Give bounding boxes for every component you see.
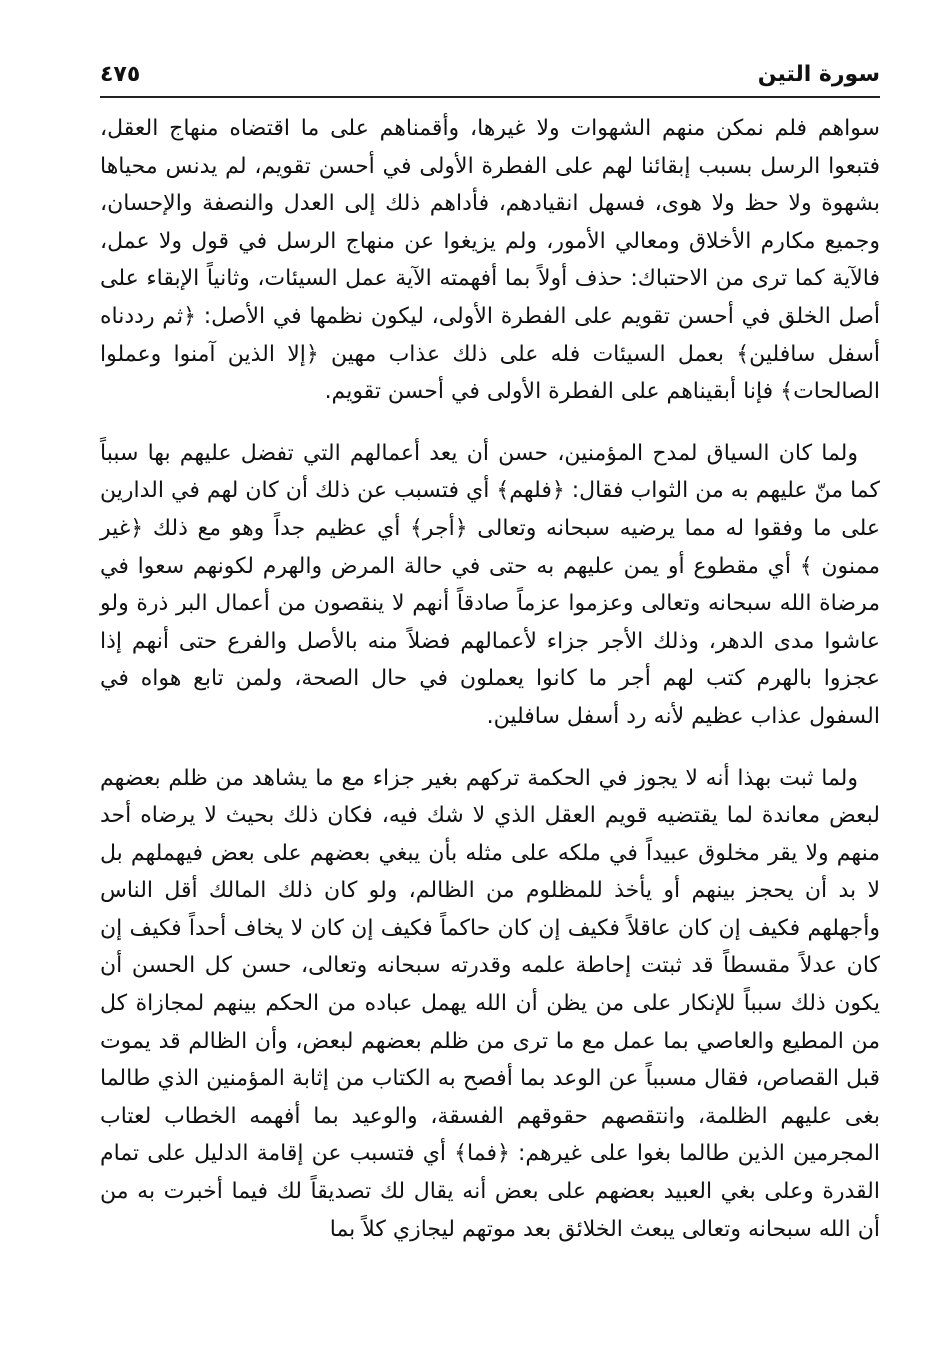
paragraph: سواهم فلم نمكن منهم الشهوات ولا غيرها، وأقمناهم على ما اقتضاه منهاج العقل، فتبعوا الرسل بسبب إبقائنا لهم على الفطرة الأولى في أحسن تقويم، لم يدنس محياها بشهوة ولا حظ ولا هوى، فسهل انقيادهم، فأداهم ذلك إلى العدل والنصفة والإحسان، وجميع مكارم الأخلاق ومعالي الأمور، ولم يزيغوا عن منهاج الرسل في قول ولا عمل، فالآية كما ترى من الاحتباك: حذف أولاً بما أفهمته الآية عمل السيئات، وثانياً الإبقاء على أصل الخلق في أحسن تقويم على الفطرة الأولى، ليكون نظمها في الأصل: ﴿ثم رددناه أسفل سافلين﴾ بعمل السيئات فله على ذلك عذاب مهين ﴿إلا الذين آمنوا وعملوا الصالحات﴾ فإنا أبقيناهم على الفطرة الأولى في أحسن تقويم. <box>100 116 880 405</box>
paragraph: ولما كان السياق لمدح المؤمنين، حسن أن يعد أعمالهم التي تفضل عليهم بها سبباً كما منّ عليهم به من الثواب فقال: ﴿فلهم﴾ أي فتسبب عن ذلك أن كان لهم في الدارين على ما وفقوا له مما يرضيه سبحانه وتعالى ﴿أجر﴾ أي عظيم جداً وهو مع ذلك ﴿غير ممنون ﴾ أي مقطوع أو يمن عليهم به حتى في حالة المرض والهرم لكونهم سعوا في مرضاة الله سبحانه وتعالى وعزموا عزماً صادقاً أنهم لا ينقصون من أعمال البر ذرة ولو عاشوا مدى الدهر، وذلك الأجر جزاء لأعمالهم فضلاً منه بالأصل والفرع حتى أنهم إذا عجزوا بالهرم كتب لهم أجر ما كانوا يعملون في حال الصحة، ولمن تابع هواه في السفول عذاب عظيم لأنه رد أسفل سافلين. <box>100 440 880 729</box>
page-header <box>100 58 880 98</box>
page-number: ٤٧٥ <box>100 62 141 87</box>
surah-title: سورة التين <box>757 62 880 87</box>
body-text <box>100 110 880 1248</box>
paragraph: ولما ثبت بهذا أنه لا يجوز في الحكمة تركهم بغير جزاء مع ما يشاهد من ظلم بعضهم لبعض معاندة لما يقتضيه قويم العقل الذي لا شك فيه، فكان ذلك بحيث لا يرضاه أحد منهم ولا يقر مخلوق عبيداً في ملكه على مثله بأن يبغي بعضهم على بعض فيهملهم بل لا بد أن يحجز بينهم أو يأخذ للمظلوم من الظالم، ولو كان ذلك المالك أقل الناس وأجهلهم فكيف إن كان عاقلاً فكيف إن كان حاكماً فكيف إن كان لا يخاف أحداً فكيف إن كان عدلاً مقسطاً قد ثبتت إحاطة علمه وقدرته سبحانه وتعالى، حسن كل الحسن أن يكون ذلك سبباً للإنكار على من يظن أن الله يهمل عباده من الحكم بينهم لمجازاة كل من المطيع والعاصي بما عمل مع ما ترى من ظلم بعضهم لبعض، وأن الظالم قد يموت قبل القصاص، فقال مسبباً عن الوعد بما أفصح به الكتاب من إثابة المؤمنين الذي طالما بغى عليهم الظلمة، وانتقصهم حقوقهم الفسقة، والوعيد بما أفهمه الخطاب لعتاب المجرمين الذين طالما بغوا على غيرهم: ﴿فما﴾ أي فتسبب عن إقامة الدليل على تمام القدرة وعلى بغي العبيد بعضهم على بعض أنه يقال لك تصديقاً لك فيما أخبرت به من أن الله سبحانه وتعالى يبعث الخلائق بعد موتهم ليجازي كلاً بما <box>100 765 880 1242</box>
